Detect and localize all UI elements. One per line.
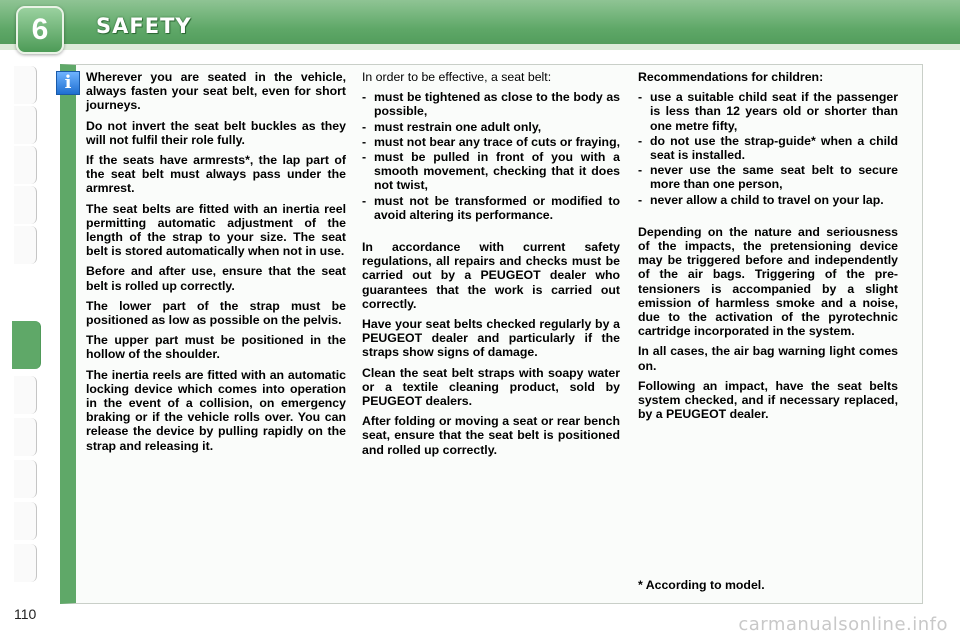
paragraph: The seat belts are fitted with an inertia reel permitting automatic adjustment of the length of the strap to your size. The seat belt is stored automatically when not in use. — [86, 201, 346, 259]
page-title: SAFETY — [96, 14, 192, 38]
list-item: - must restrain one adult only, — [362, 120, 620, 134]
paragraph: Clean the seat belt straps with soapy water or a textile cleaning product, sold by PEUGEOT dealers. — [362, 365, 620, 409]
list-item: - do not use the strap-guide* when a child seat is installed. — [638, 134, 898, 162]
list-item: - must be tightened as close to the body as possible, — [362, 90, 620, 118]
list-item: - must not bear any trace of cuts or fraying, — [362, 135, 620, 149]
chapter-tab[interactable] — [14, 66, 37, 104]
paragraph-text: , the pretensioning device may be triggered before and independently of the air bags. Triggering of the pre-tensioners is accompanied by a slight emission of harmless smoke and a noise, due to the activation of the pyrotechnic cartridge incorporated in the system. — [638, 239, 898, 339]
paragraph: Have your seat belts checked regularly by a PEUGEOT dealer and particularly if the straps show signs of damage. — [362, 317, 620, 360]
footnote: * According to model. — [638, 578, 765, 592]
page-number: 110 — [14, 606, 37, 622]
paragraph: Following an impact, have the seat belts system checked, and if necessary replaced, by a PEUGEOT dealer. — [638, 378, 898, 422]
chapter-tab[interactable] — [14, 186, 37, 224]
list-item: - never allow a child to travel on your lap. — [638, 193, 898, 207]
emphasis-text: Depending on the nature and seriousness of the impacts — [638, 224, 898, 254]
paragraph: If the seats have armrests*, the lap part of the seat belt must always pass under the armrest. — [86, 153, 346, 196]
intro-text: In order to be effective, a seat belt: — [362, 70, 552, 84]
list-item: - must be pulled in front of you with a smooth movement, checking that it does not twist, — [362, 150, 620, 193]
chapter-tab[interactable] — [14, 502, 37, 540]
column-left — [86, 70, 346, 459]
list-item: - never use the same seat belt to secure more than one person, — [638, 163, 898, 191]
paragraph: The inertia reels are fitted with an automatic locking device which comes into operation in the event of a collision, on emergency braking or if the vehicle rolls over. You can release the device by pulling rapidly on the strap and releasing it. — [86, 367, 346, 453]
chapter-tab[interactable] — [14, 106, 37, 144]
chapter-tab[interactable] — [14, 418, 37, 456]
paragraph: Before and after use, ensure that the seat belt is rolled up correctly. — [86, 264, 346, 293]
children-recommendations-list — [638, 90, 898, 207]
paragraph: The lower part of the strap must be positioned as low as possible on the pelvis. — [86, 298, 346, 328]
paragraph: In all cases, the air bag warning light comes on. — [638, 344, 898, 373]
paragraph: Wherever you are seated in the vehicle, always fasten your seat belt, even for short journeys. — [86, 70, 346, 113]
paragraph: In accordance with current safety regulations, all repairs and checks must be carried out by a PEUGEOT dealer who guarantees that the work is carried out correctly. — [362, 240, 620, 311]
paragraph: The upper part must be positioned in the hollow of the shoulder. — [86, 333, 346, 362]
list-item: - use a suitable child seat if the passenger is less than 12 years old or shorter than one metre fifty, — [638, 90, 898, 133]
chapter-tab[interactable] — [14, 146, 37, 184]
column-right — [638, 70, 898, 427]
section-heading: Recommendations for children: — [638, 70, 824, 84]
chapter-tab[interactable] — [14, 544, 37, 582]
list-item: - must not be transformed or modified to avoid altering its performance. — [362, 194, 620, 222]
paragraph — [638, 225, 898, 339]
column-middle — [362, 70, 620, 463]
paragraph: Do not invert the seat belt buckles as they will not fulfil their role fully. — [86, 118, 346, 147]
chapter-tabs — [14, 66, 36, 578]
chapter-tab-active[interactable] — [12, 321, 41, 369]
chapter-tab[interactable] — [14, 460, 37, 498]
requirements-list — [362, 90, 620, 222]
chapter-tab[interactable] — [14, 226, 37, 264]
watermark: carmanualsonline.info — [738, 614, 948, 635]
chapter-badge: 6 — [16, 6, 64, 54]
info-icon: i — [56, 71, 80, 95]
chapter-tab[interactable] — [14, 376, 37, 414]
header-divider — [0, 44, 960, 50]
paragraph: After folding or moving a seat or rear bench seat, ensure that the seat belt is positioned and rolled up correctly. — [362, 414, 620, 457]
